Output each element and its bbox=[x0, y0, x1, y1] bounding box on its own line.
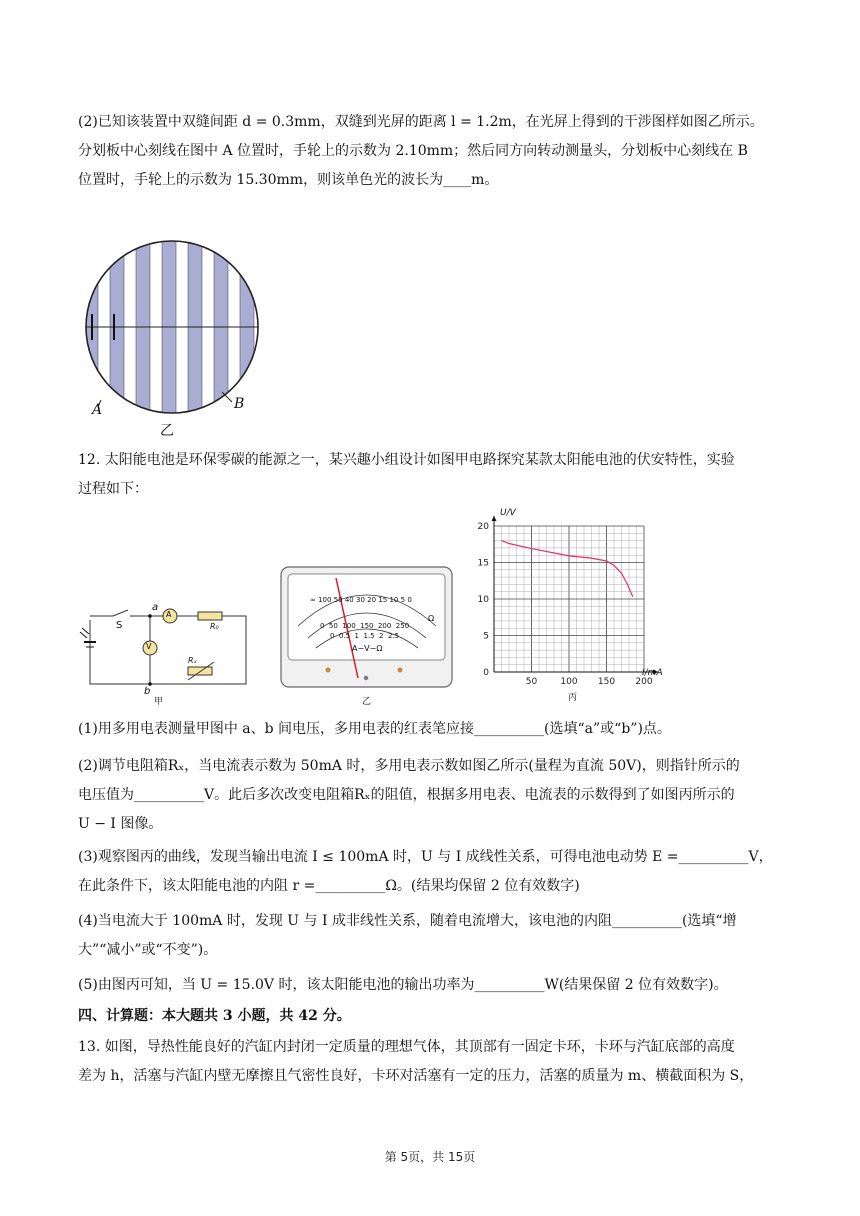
chart-series bbox=[502, 541, 633, 597]
ui-curve bbox=[502, 541, 633, 597]
chart-grid bbox=[494, 526, 644, 672]
rx-label: Rₓ bbox=[188, 656, 198, 665]
section-heading: 四、计算题：本大题共 3 小题，共 42 分。 bbox=[78, 1008, 351, 1024]
part-2-line1: (2)调节电阻箱Rₓ，当电流表示数为 50mA 时，多用电表示数如图乙所示(量程为直流 50V)，则指针所示的 bbox=[78, 758, 740, 774]
label-a: A bbox=[92, 402, 103, 418]
y-tick-label: 15 bbox=[477, 558, 489, 569]
scale-tick: 0.5 bbox=[338, 632, 351, 640]
scale-tick: 0 bbox=[320, 622, 325, 630]
scale-tick: 150 bbox=[360, 622, 374, 630]
scale-tick: 2 bbox=[379, 632, 384, 640]
figure-caption: 乙 bbox=[160, 423, 174, 439]
y-tick-label: 10 bbox=[477, 595, 489, 605]
label-b: B bbox=[234, 396, 245, 412]
scale-tick: 0 bbox=[407, 596, 412, 604]
part-5: (5)由图丙可知，当 U = 15.0V 时，该太阳能电池的输出功率为__________W(结果保留 2 位有效数字)。 bbox=[78, 977, 728, 993]
part-4-line2: 大”“减小”或“不变”)。 bbox=[78, 942, 218, 958]
scale-tick: ∞ bbox=[310, 596, 316, 604]
meter-center-label: A−V−Ω bbox=[352, 644, 383, 653]
ac-scale bbox=[330, 632, 399, 640]
dc-scale bbox=[320, 622, 409, 630]
text-line: 位置时，手轮上的示数为 15.30mm，则该单色光的波长为____m。 bbox=[78, 172, 499, 188]
switch-label: S bbox=[116, 620, 123, 631]
figure-caption: 乙 bbox=[362, 697, 372, 707]
r0-label: R₀ bbox=[210, 622, 219, 631]
part-3-line1: (3)观察图丙的曲线，发现当输出电流 I ≤ 100mA 时，U 与 I 成线性关系，可得电池电动势 E =__________V， bbox=[78, 849, 773, 865]
scale-tick: 0 bbox=[330, 632, 335, 640]
ui-chart-figure bbox=[472, 508, 682, 706]
interference-figure bbox=[72, 232, 272, 442]
ohm-scale bbox=[310, 596, 412, 604]
scale-tick: 50 bbox=[328, 622, 338, 630]
x-axis-label: I/mA bbox=[642, 668, 663, 678]
figure-caption: 丙 bbox=[568, 693, 578, 703]
q13-line1: 13. 如图，导热性能良好的汽缸内封闭一定质量的理想气体，其顶部有一固定卡环，卡环与汽缸底部的高度 bbox=[78, 1039, 735, 1055]
node-a: a bbox=[152, 602, 159, 613]
figure-caption: 甲 bbox=[154, 697, 164, 707]
scale-tick: 20 bbox=[367, 596, 377, 604]
x-tick-label: 200 bbox=[635, 677, 653, 687]
q12-intro bbox=[78, 446, 790, 504]
ammeter-symbol: A bbox=[166, 610, 172, 619]
text-line: 分划板中心刻线在图中 A 位置时，手轮上的示数为 2.10mm；然后同方向转动测量头，分划板中心刻线在 B bbox=[78, 143, 748, 159]
text-line: (2)已知该装置中双缝间距 d = 0.3mm，双缝到光屏的距离 l = 1.2m，在光屏上得到的干涉图样如图乙所示。 bbox=[78, 114, 764, 130]
scale-tick: 5 bbox=[400, 596, 406, 604]
y-tick-label: 20 bbox=[477, 522, 489, 532]
scale-tick: 10 bbox=[389, 596, 399, 604]
text-line: 过程如下： bbox=[78, 481, 148, 497]
scale-tick: 40 bbox=[344, 596, 354, 604]
ohm-symbol: Ω bbox=[428, 614, 435, 623]
scale-tick: 250 bbox=[395, 622, 410, 630]
y-tick-label: 0 bbox=[483, 668, 489, 678]
y-axis-label: U/V bbox=[500, 508, 516, 518]
scale-tick: 30 bbox=[356, 596, 365, 604]
scale-tick: 50 bbox=[333, 596, 343, 604]
part-2-line2: 电压值为__________V。此后多次改变电阻箱Rₓ的阻值，根据多用电表、电流表的示数得到了如图丙所示的 bbox=[78, 787, 735, 803]
y-tick-label: 5 bbox=[483, 631, 489, 642]
y-axis-arrow bbox=[492, 516, 497, 521]
ui-chart bbox=[472, 508, 682, 688]
scale-tick: 2.5 bbox=[387, 632, 400, 640]
page-footer: 第 5页，共 15页 bbox=[384, 1150, 476, 1164]
node-b: b bbox=[144, 686, 151, 697]
part-4-line1: (4)当电流大于 100mA 时，发现 U 与 I 成非线性关系，随着电流增大，该电池的内阻__________(选填“增 bbox=[78, 913, 737, 929]
x-tick-label: 50 bbox=[525, 677, 538, 687]
q12-parts bbox=[78, 715, 790, 1091]
scale-tick: 1.5 bbox=[363, 632, 375, 640]
x-tick-label: 150 bbox=[597, 677, 616, 687]
circuit-figure bbox=[78, 600, 253, 708]
q11-part2 bbox=[78, 108, 790, 195]
scale-tick: 15 bbox=[378, 596, 388, 604]
voltmeter-symbol: V bbox=[146, 642, 152, 651]
scale-tick: 1 bbox=[354, 632, 359, 640]
x-tick-label: 100 bbox=[560, 677, 578, 687]
scale-tick: 100 bbox=[318, 596, 332, 604]
part-3-line2: 在此条件下，该太阳能电池的内阻 r =__________Ω。(结果均保留 2 位有效数字) bbox=[78, 878, 580, 894]
text-line: 12. 太阳能电池是环保零碳的能源之一，某兴趣小组设计如图甲电路探究某款太阳能电池的伏安特性，实验 bbox=[78, 452, 735, 468]
scale-tick: 200 bbox=[377, 622, 392, 630]
part-1: (1)用多用电表测量甲图中 a、b 间电压，多用电表的红表笔应接__________(选填“a”或“b”)点。 bbox=[78, 721, 671, 737]
multimeter-figure bbox=[280, 566, 455, 711]
part-2-line3: U − I 图像。 bbox=[78, 816, 163, 832]
scale-tick: 100 bbox=[342, 622, 356, 630]
q13-line2: 差为 h，活塞与汽缸内壁无摩擦且气密性良好，卡环对活塞有一定的压力，活塞的质量为 m、横截面积为 S， bbox=[78, 1068, 754, 1084]
chart-ticks bbox=[478, 522, 653, 687]
